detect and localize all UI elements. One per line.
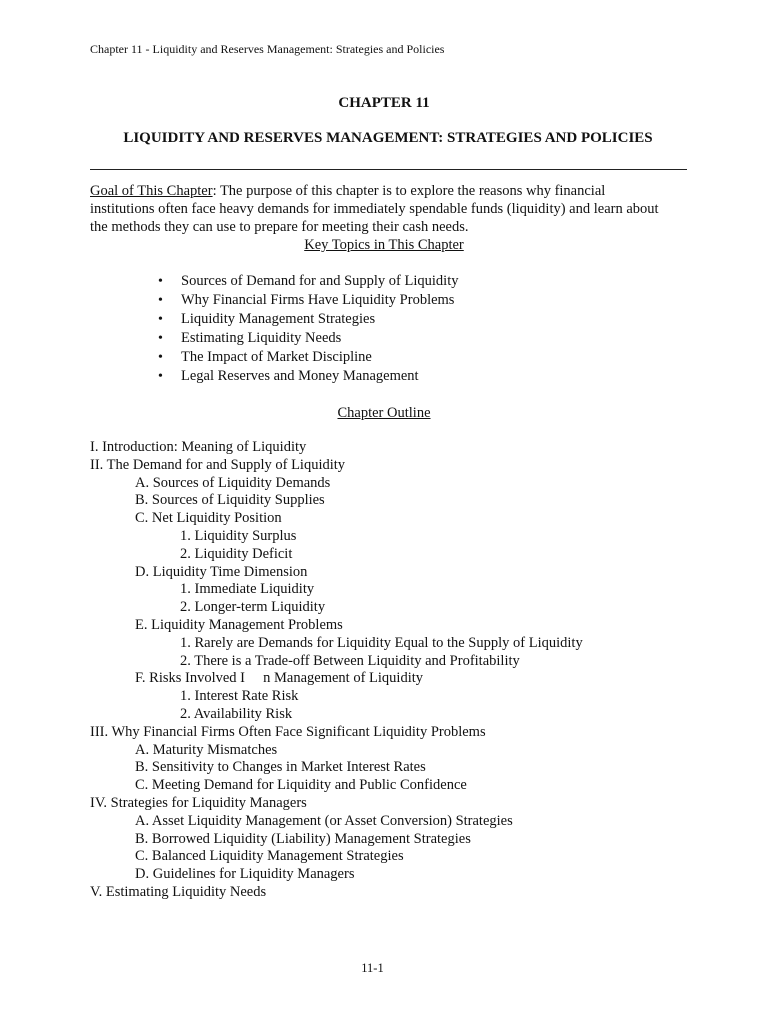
outline-section: V. Estimating Liquidity Needs	[90, 883, 267, 900]
chapter-outline	[90, 439, 710, 902]
bullet-icon: •	[158, 350, 163, 365]
outline-subsection: B. Borrowed Liquidity (Liability) Management Strategies	[135, 830, 471, 847]
chapter-number: CHAPTER 11	[338, 95, 430, 111]
outline-subsection: F. Risks Involved I n Management of Liquidity	[135, 670, 424, 687]
key-topic-item	[158, 310, 458, 329]
outline-item: 1. Liquidity Surplus	[180, 527, 297, 544]
chapter-outline-heading: Chapter Outline	[337, 405, 431, 421]
bullet-icon: •	[158, 369, 163, 384]
key-topic-text: The Impact of Market Discipline	[181, 349, 372, 365]
outline-item: 2. There is a Trade-off Between Liquidity and Profitability	[180, 652, 520, 669]
outline-section: IV. Strategies for Liquidity Managers	[90, 794, 307, 811]
bullet-icon: •	[158, 274, 163, 289]
key-topics-list	[158, 272, 458, 386]
key-topic-item	[158, 291, 458, 310]
outline-subsection: C. Meeting Demand for Liquidity and Public Confidence	[135, 777, 467, 794]
outline-section: II. The Demand for and Supply of Liquidity	[90, 456, 346, 473]
key-topic-text: Sources of Demand for and Supply of Liquidity	[181, 273, 459, 289]
key-topic-text: Why Financial Firms Have Liquidity Problems	[181, 292, 455, 308]
title-divider	[90, 169, 687, 170]
bullet-icon: •	[158, 312, 163, 327]
outline-subsection: D. Liquidity Time Dimension	[135, 563, 308, 580]
outline-item: 2. Longer-term Liquidity	[180, 599, 326, 616]
outline-subsection: A. Asset Liquidity Management (or Asset Conversion) Strategies	[135, 812, 513, 829]
running-head: Chapter 11 - Liquidity and Reserves Management: Strategies and Policies	[90, 42, 445, 56]
key-topic-item	[158, 272, 458, 291]
outline-subsection: D. Guidelines for Liquidity Managers	[135, 866, 355, 883]
outline-item: 2. Liquidity Deficit	[180, 545, 293, 562]
outline-item: 1. Interest Rate Risk	[180, 688, 299, 705]
outline-subsection: C. Balanced Liquidity Management Strategies	[135, 848, 404, 865]
key-topic-text: Legal Reserves and Money Management	[181, 368, 419, 384]
outline-section: I. Introduction: Meaning of Liquidity	[90, 439, 307, 455]
key-topic-item	[158, 367, 458, 386]
bullet-icon: •	[158, 293, 163, 308]
key-topic-item	[158, 329, 458, 348]
key-topic-text: Liquidity Management Strategies	[181, 311, 376, 327]
bullet-icon: •	[158, 331, 163, 346]
goal-text: : The purpose of this chapter is to explore the reasons why financial institutions often face heavy demands for immediately spendable funds (liquidity) and learn about the methods they can use to prepare for meeting their cash needs.	[90, 183, 659, 235]
key-topic-item	[158, 348, 458, 367]
chapter-title: LIQUIDITY AND RESERVES MANAGEMENT: STRATEGIES AND POLICIES	[123, 130, 653, 146]
goal-paragraph	[90, 182, 670, 236]
outline-subsection: B. Sensitivity to Changes in Market Interest Rates	[135, 759, 426, 776]
outline-subsection: A. Sources of Liquidity Demands	[135, 474, 331, 491]
page-number: 11-1	[361, 961, 384, 975]
key-topics-heading: Key Topics in This Chapter	[304, 237, 464, 253]
outline-item: 2. Availability Risk	[180, 705, 293, 722]
outline-section: III. Why Financial Firms Often Face Significant Liquidity Problems	[90, 723, 486, 740]
goal-label: Goal of This Chapter	[90, 183, 213, 199]
outline-subsection: C. Net Liquidity Position	[135, 510, 282, 527]
outline-subsection: A. Maturity Mismatches	[135, 741, 278, 758]
outline-subsection: B. Sources of Liquidity Supplies	[135, 492, 325, 509]
outline-subsection: E. Liquidity Management Problems	[135, 616, 343, 633]
outline-item: 1. Immediate Liquidity	[180, 581, 315, 598]
outline-item: 1. Rarely are Demands for Liquidity Equal to the Supply of Liquidity	[180, 634, 583, 651]
key-topic-text: Estimating Liquidity Needs	[181, 330, 342, 346]
